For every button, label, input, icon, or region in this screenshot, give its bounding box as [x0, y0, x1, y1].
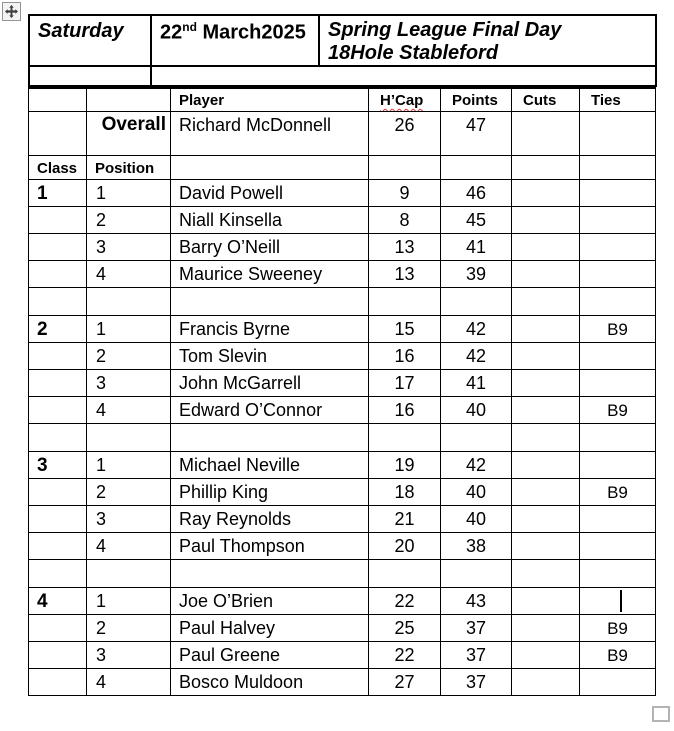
blank-cell[interactable]	[512, 560, 580, 588]
position-cell[interactable]: 2	[87, 207, 171, 234]
ties-cell[interactable]	[580, 669, 656, 696]
blank-cell[interactable]	[171, 424, 369, 452]
blank-cell[interactable]	[87, 88, 171, 112]
ties-cell[interactable]	[580, 452, 656, 479]
class-cell[interactable]: 4	[29, 588, 87, 615]
cuts-cell[interactable]	[512, 615, 580, 642]
ties-cell[interactable]	[580, 180, 656, 207]
cuts-cell[interactable]	[512, 533, 580, 560]
player-cell[interactable]: Paul Halvey	[171, 615, 369, 642]
cuts-cell[interactable]	[512, 452, 580, 479]
class-cell[interactable]	[29, 234, 87, 261]
position-cell[interactable]: 2	[87, 479, 171, 506]
blank-cell[interactable]	[29, 88, 87, 112]
points-cell[interactable]: 45	[441, 207, 512, 234]
spacer-row	[29, 288, 656, 316]
cuts-cell[interactable]	[512, 588, 580, 615]
hcap-cell[interactable]: 27	[369, 669, 441, 696]
day-cell[interactable]: Saturday	[29, 15, 151, 66]
blank-cell[interactable]	[441, 288, 512, 316]
cuts-header[interactable]: Cuts	[512, 88, 580, 112]
player-cell[interactable]: Ray Reynolds	[171, 506, 369, 533]
player-header[interactable]: Player	[171, 88, 369, 112]
position-cell[interactable]: 4	[87, 397, 171, 424]
points-cell[interactable]: 39	[441, 261, 512, 288]
hcap-cell[interactable]: 17	[369, 370, 441, 397]
ties-cell[interactable]	[580, 588, 656, 615]
hcap-cell[interactable]: 15	[369, 316, 441, 343]
player-cell[interactable]: Edward O’Connor	[171, 397, 369, 424]
player-cell[interactable]: Paul Greene	[171, 642, 369, 669]
ties-cell[interactable]	[580, 234, 656, 261]
cuts-cell[interactable]	[512, 370, 580, 397]
blank-cell[interactable]	[512, 424, 580, 452]
blank-cell[interactable]	[87, 288, 171, 316]
points-cell[interactable]: 37	[441, 642, 512, 669]
ties-cell[interactable]	[580, 112, 656, 156]
date-ordinal: nd	[182, 20, 197, 34]
table-move-handle[interactable]	[2, 2, 21, 21]
class-cell[interactable]	[29, 642, 87, 669]
position-cell[interactable]: 1	[87, 180, 171, 207]
class-cell[interactable]	[29, 615, 87, 642]
cuts-cell[interactable]	[512, 397, 580, 424]
points-cell[interactable]: 46	[441, 180, 512, 207]
player-cell[interactable]: Joe O’Brien	[171, 588, 369, 615]
blank-cell[interactable]	[369, 288, 441, 316]
blank-cell[interactable]	[29, 66, 151, 86]
blank-cell[interactable]	[580, 156, 656, 180]
cuts-cell[interactable]	[512, 642, 580, 669]
hcap-cell[interactable]: 9	[369, 180, 441, 207]
hcap-header-label: H’Cap	[380, 92, 424, 109]
cuts-cell[interactable]	[512, 506, 580, 533]
class-cell[interactable]: 2	[29, 316, 87, 343]
blank-cell[interactable]	[512, 156, 580, 180]
blank-cell[interactable]	[171, 560, 369, 588]
class-cell[interactable]	[29, 112, 87, 156]
event-title-cell[interactable]	[319, 15, 656, 66]
date-number: 22	[160, 21, 183, 44]
points-cell[interactable]: 40	[441, 479, 512, 506]
ties-cell[interactable]	[580, 343, 656, 370]
class-position-header-row	[29, 156, 656, 180]
position-header[interactable]: Position	[87, 156, 171, 180]
blank-cell[interactable]	[441, 156, 512, 180]
position-cell[interactable]: 1	[87, 316, 171, 343]
position-cell[interactable]: 2	[87, 615, 171, 642]
ties-cell[interactable]	[580, 207, 656, 234]
column-header-row	[29, 88, 656, 112]
hcap-cell[interactable]: 22	[369, 642, 441, 669]
player-cell[interactable]: Paul Thompson	[171, 533, 369, 560]
ties-header[interactable]: Ties	[580, 88, 656, 112]
cuts-cell[interactable]	[512, 207, 580, 234]
points-cell[interactable]: 40	[441, 397, 512, 424]
table-row	[29, 370, 656, 397]
ties-cell[interactable]: B9	[580, 642, 656, 669]
hcap-cell[interactable]: 26	[369, 112, 441, 156]
blank-cell[interactable]	[580, 288, 656, 316]
overall-label-cell[interactable]: Overall	[87, 112, 171, 156]
blank-cell[interactable]	[441, 560, 512, 588]
class-header[interactable]: Class	[29, 156, 87, 180]
table-resize-handle[interactable]	[652, 706, 670, 722]
class-cell[interactable]	[29, 207, 87, 234]
table-row	[29, 615, 656, 642]
table-row	[29, 533, 656, 560]
position-cell[interactable]: 2	[87, 343, 171, 370]
position-cell[interactable]: 4	[87, 669, 171, 696]
hcap-cell[interactable]: 21	[369, 506, 441, 533]
blank-cell[interactable]	[29, 560, 87, 588]
table-row	[29, 261, 656, 288]
points-cell[interactable]: 41	[441, 370, 512, 397]
table-row	[29, 642, 656, 669]
class-cell[interactable]: 3	[29, 452, 87, 479]
blank-cell[interactable]	[580, 424, 656, 452]
blank-cell[interactable]	[29, 424, 87, 452]
ties-cell[interactable]: B9	[580, 615, 656, 642]
ties-cell[interactable]	[580, 533, 656, 560]
table-row	[29, 234, 656, 261]
spacer-row	[29, 560, 656, 588]
table-row	[29, 316, 656, 343]
class-cell[interactable]	[29, 397, 87, 424]
blank-cell[interactable]	[171, 156, 369, 180]
hcap-cell[interactable]: 16	[369, 343, 441, 370]
hcap-cell[interactable]: 19	[369, 452, 441, 479]
table-row	[29, 343, 656, 370]
player-cell[interactable]: Maurice Sweeney	[171, 261, 369, 288]
ties-cell[interactable]: B9	[580, 397, 656, 424]
hcap-header[interactable]	[369, 88, 441, 112]
ties-cell[interactable]: B9	[580, 479, 656, 506]
event-title-line2: 18Hole Stableford	[328, 42, 499, 64]
ties-cell[interactable]	[580, 370, 656, 397]
table-row	[29, 479, 656, 506]
position-cell[interactable]: 3	[87, 370, 171, 397]
table-row	[29, 506, 656, 533]
blank-cell[interactable]	[369, 560, 441, 588]
cuts-cell[interactable]	[512, 479, 580, 506]
player-cell[interactable]: Francis Byrne	[171, 316, 369, 343]
hcap-cell[interactable]: 20	[369, 533, 441, 560]
class-cell[interactable]	[29, 533, 87, 560]
blank-cell[interactable]	[369, 424, 441, 452]
blank-cell[interactable]	[441, 424, 512, 452]
table-row	[29, 207, 656, 234]
blank-cell[interactable]	[369, 156, 441, 180]
points-cell[interactable]: 41	[441, 234, 512, 261]
table-row	[29, 669, 656, 696]
date-rest: March2025	[196, 21, 306, 44]
blank-cell[interactable]	[87, 560, 171, 588]
points-cell[interactable]: 37	[441, 615, 512, 642]
cuts-cell[interactable]	[512, 316, 580, 343]
document-table-area	[28, 14, 655, 696]
cuts-cell[interactable]	[512, 669, 580, 696]
cuts-cell[interactable]	[512, 343, 580, 370]
class-cell[interactable]	[29, 370, 87, 397]
points-cell[interactable]: 42	[441, 316, 512, 343]
blank-cell[interactable]	[171, 288, 369, 316]
spacer-row	[29, 424, 656, 452]
cuts-cell[interactable]	[512, 112, 580, 156]
event-title-line1: Spring League Final Day	[328, 19, 562, 41]
points-cell[interactable]: 42	[441, 452, 512, 479]
move-icon	[5, 5, 18, 18]
table-row	[29, 452, 656, 479]
class-cell[interactable]	[29, 669, 87, 696]
hcap-cell[interactable]: 16	[369, 397, 441, 424]
points-cell[interactable]: 38	[441, 533, 512, 560]
ties-cell[interactable]	[580, 506, 656, 533]
points-cell[interactable]: 37	[441, 669, 512, 696]
player-cell[interactable]: Phillip King	[171, 479, 369, 506]
class-cell[interactable]	[29, 261, 87, 288]
hcap-cell[interactable]: 18	[369, 479, 441, 506]
player-cell[interactable]: David Powell	[171, 180, 369, 207]
blank-cell[interactable]	[580, 560, 656, 588]
hcap-cell[interactable]: 22	[369, 588, 441, 615]
position-cell[interactable]: 3	[87, 642, 171, 669]
ties-cell[interactable]: B9	[580, 316, 656, 343]
hcap-cell[interactable]: 8	[369, 207, 441, 234]
results-table	[28, 87, 656, 696]
blank-cell[interactable]	[87, 424, 171, 452]
table-row	[29, 180, 656, 207]
player-cell[interactable]: Niall Kinsella	[171, 207, 369, 234]
ties-cell[interactable]	[580, 261, 656, 288]
blank-cell[interactable]	[151, 66, 656, 86]
player-cell[interactable]: Richard McDonnell	[171, 112, 369, 156]
points-header[interactable]: Points	[441, 88, 512, 112]
player-cell[interactable]: Michael Neville	[171, 452, 369, 479]
player-cell[interactable]: John McGarrell	[171, 370, 369, 397]
position-cell[interactable]: 1	[87, 452, 171, 479]
cuts-cell[interactable]	[512, 234, 580, 261]
class-cell[interactable]	[29, 506, 87, 533]
position-cell[interactable]: 1	[87, 588, 171, 615]
hcap-cell[interactable]: 13	[369, 234, 441, 261]
position-cell[interactable]: 4	[87, 533, 171, 560]
player-cell[interactable]: Barry O’Neill	[171, 234, 369, 261]
table-row	[29, 588, 656, 615]
class-cell[interactable]	[29, 479, 87, 506]
points-cell[interactable]: 42	[441, 343, 512, 370]
player-cell[interactable]: Tom Slevin	[171, 343, 369, 370]
position-cell[interactable]: 3	[87, 506, 171, 533]
points-cell[interactable]: 40	[441, 506, 512, 533]
cuts-cell[interactable]	[512, 180, 580, 207]
banner-table	[28, 14, 657, 87]
overall-row	[29, 112, 656, 156]
hcap-cell[interactable]: 13	[369, 261, 441, 288]
player-cell[interactable]: Bosco Muldoon	[171, 669, 369, 696]
class-cell[interactable]	[29, 343, 87, 370]
class-cell[interactable]: 1	[29, 180, 87, 207]
points-cell[interactable]: 43	[441, 588, 512, 615]
table-row	[29, 397, 656, 424]
position-cell[interactable]: 3	[87, 234, 171, 261]
position-cell[interactable]: 4	[87, 261, 171, 288]
date-cell[interactable]	[151, 15, 319, 66]
hcap-cell[interactable]: 25	[369, 615, 441, 642]
blank-cell[interactable]	[512, 288, 580, 316]
blank-cell[interactable]	[29, 288, 87, 316]
cuts-cell[interactable]	[512, 261, 580, 288]
points-cell[interactable]: 47	[441, 112, 512, 156]
text-cursor	[620, 590, 622, 612]
